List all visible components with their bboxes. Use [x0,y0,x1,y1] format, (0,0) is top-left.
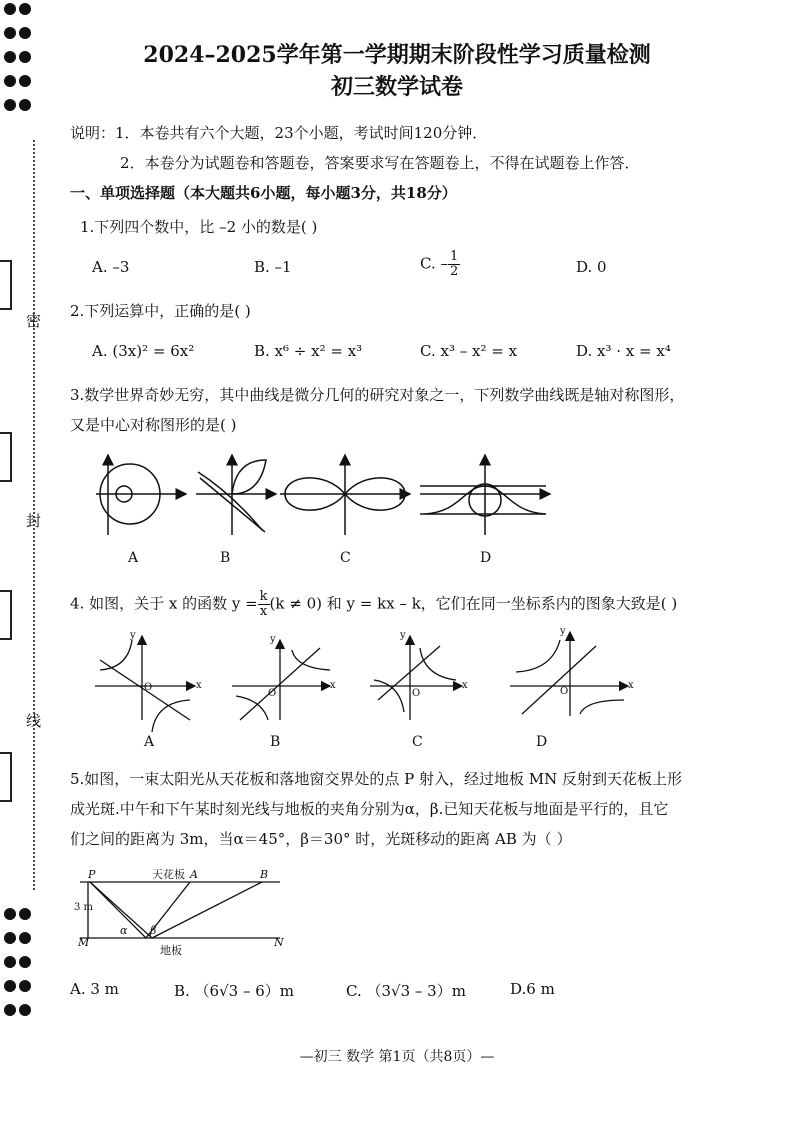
q4c-axis-x: x [462,680,468,691]
q4d-axis-x: x [628,680,634,691]
q4-label-a: A [144,734,155,750]
q5-option-d: D.6 m [510,980,555,998]
q1-option-a: A. –3 [92,258,130,276]
q5-height-label: 3 m [74,902,94,913]
binding-char-mi: 密 [26,312,42,330]
q3-label-b: B [220,550,231,566]
q5-point-b: B [260,868,269,881]
q4-label-c: C [412,734,423,750]
q3-label-c: C [340,550,351,566]
q5-point-n: N [274,936,284,949]
q5-option-c: C. （3√3 – 3）m [346,982,466,1000]
note-line-1: 说明：1．本卷共有六个大题，23个小题，考试时间120分钟． [70,124,488,142]
q5-beta: β [150,924,157,937]
q5-point-m: M [78,936,90,949]
q4b-origin: O [268,688,277,699]
q1-option-b: B. –1 [254,258,292,276]
q5-option-a: A. 3 m [70,980,119,998]
note-line-2: 2．本卷分为试题卷和答题卷，答案要求写在答题卷上，不得在试题卷上作答． [120,154,640,172]
q5-point-p: P [88,868,96,881]
q4-label-b: B [270,734,281,750]
q5-stem-line-3: 们之间的距离为 3m，当α＝45°，β＝30° 时，光斑移动的距离 AB 为（ ） [70,830,572,848]
q4b-axis-x: x [330,680,336,691]
q4a-origin: O [144,682,153,693]
q5-stem-line-2: 成光斑.中午和下午某时刻光线与地板的夹角分别为α，β.已知天花板与地面是平行的，且它 [70,800,669,818]
q4-label-d: D [536,734,548,750]
q2-stem: 2.下列运算中，正确的是( ) [70,302,251,320]
exam-subtitle: 初三数学试卷 [330,74,463,100]
q5-alpha: α [120,924,128,937]
q5-option-b: B. （6√3 – 6）m [174,982,295,1000]
q2-option-b: B. x⁶ ÷ x² = x³ [254,342,363,360]
q4c-origin: O [412,688,421,699]
binding-char-xian: 线 [26,712,42,730]
binding-char-feng: 封 [26,512,42,530]
q2-option-c: C. x³ – x² = x [420,342,518,360]
exam-title: 2024–2025学年第一学期期末阶段性学习质量检测 [143,42,651,68]
q4c-axis-y: y [400,630,406,641]
q5-point-a: A [190,868,198,881]
q5-floor-label: 地板 [160,944,182,957]
q1-stem: 1.下列四个数中，比 –2 小的数是( ) [80,218,318,236]
q4b-axis-y: y [270,634,276,645]
q2-option-d: D. x³ · x = x⁴ [576,342,671,360]
q3-stem-line-1: 3.数学世界奇妙无穷，其中曲线是微分几何的研究对象之一，下列数学曲线既是轴对称图形， [70,386,685,404]
q5-stem-line-1: 5.如图，一束太阳光从天花板和落地窗交界处的点 P 射入，经过地板 MN 反射到天花板上形 [70,770,682,788]
q4a-axis-y: y [130,630,136,641]
q2-option-a: A. (3x)² = 6x² [92,342,195,360]
section-heading: 一、单项选择题（本大题共6小题，每小题3分，共18分） [70,184,457,202]
q4d-origin: O [560,686,569,697]
q3-stem-line-2: 又是中心对称图形的是( ) [70,416,237,434]
q5-ceiling-label: 天花板 [152,868,185,881]
q3-label-a: A [128,550,139,566]
q3-label-d: D [480,550,492,566]
q1-option-c: C. – $\frac{1}{2}$ [420,249,459,279]
q4d-axis-y: y [560,626,566,637]
q1-option-d: D. 0 [576,258,607,276]
q4a-axis-x: x [196,680,202,691]
q4-stem: 4. 如图，关于 x 的函数 y = $\frac{k}{x}$ (k ≠ 0) 和 y = kx – k，它们在同一坐标系内的图象大致是( ) [70,589,678,619]
page-footer: —初三 数学 第1页（共8页）— [299,1049,495,1065]
